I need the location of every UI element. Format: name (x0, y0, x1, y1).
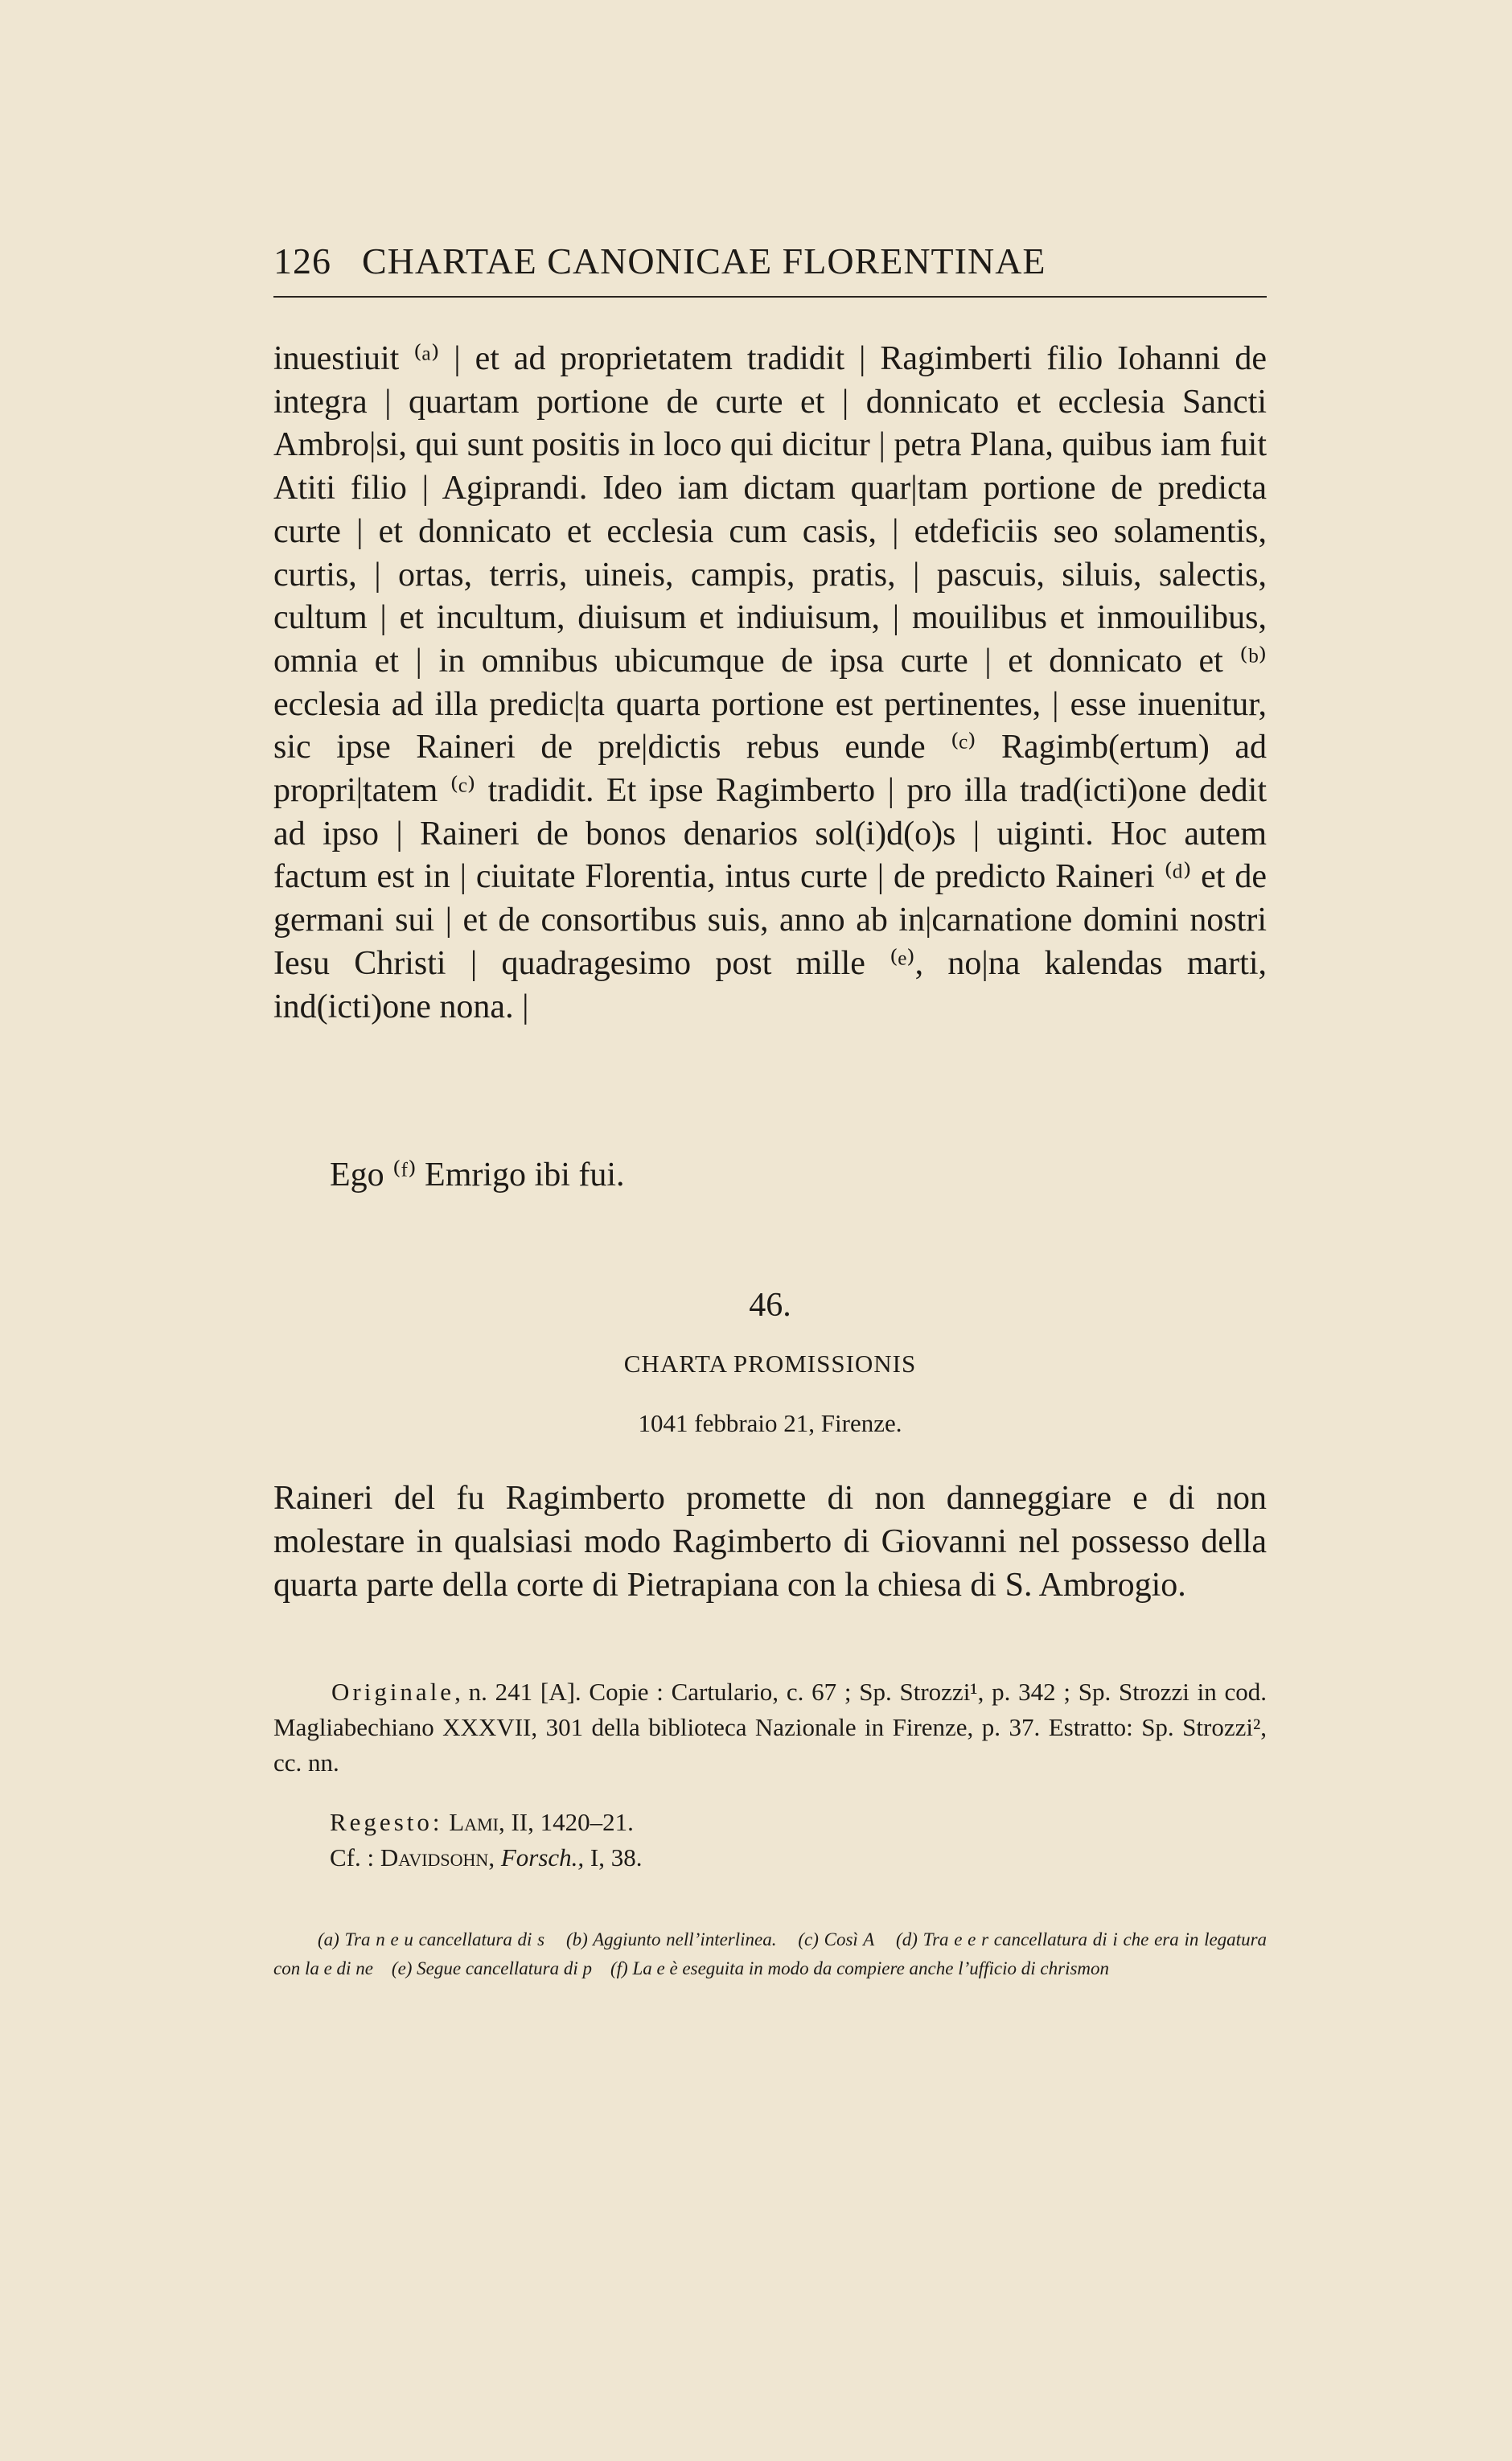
cf-ref: I, 38. (590, 1843, 643, 1871)
regesto-text: Lami, II, 1420–21. (449, 1808, 634, 1836)
footnotes (273, 1925, 1267, 1983)
sources-text: , n. 241 [A]. Copie : Cartulario, c. 67 ; Sp. Strozzi¹, p. 342 ; Sp. Strozzi in cod. Magliabechiano XXXVII, 301 della biblioteca Nazionale in Firenze, p. 37. Estratto: Sp. Strozzi², cc. nn. (273, 1678, 1267, 1777)
regesto-note (330, 1805, 1267, 1876)
running-header (273, 240, 1267, 296)
charter-text (273, 338, 1267, 1029)
footnote-c: (c) Così A (798, 1929, 875, 1949)
document-number: 46. (749, 1287, 791, 1324)
document-heading: CHARTA PROMISSIONIS (623, 1350, 917, 1378)
footnote-f: (f) La e è eseguita in modo da compiere anche l’ufficio di chrismon (610, 1958, 1110, 1978)
cf-author: Davidsohn, (380, 1843, 495, 1871)
charter-paragraph-2: Ideo iam dictam quar|tam portione de predicta curte | et donnicato et ecclesia cum casis, | etdeficiis seo solamentis, curtis, | ortas, terris, uineis, campis, pratis, | pascuis, siluis, salectis, cultum | et incultum, diuisum et indiuisum, | mouilibus et inmouilibus, omnia et | in omnibus ubicumque de ipsa curte | et donnicato et ⁽ᵇ⁾ ecclesia ad illa predic|ta quarta portione est pertinentes, | esse inuenitur, sic ipse Raineri de pre|dictis rebus eunde ⁽ᶜ⁾ Ragimb(ertum) ad propri|tatem ⁽ᶜ⁾ tradidit. Et ipse Ragimberto | pro illa trad(icti)one dedit ad ipso | Raineri de bonos denarios sol(i)d(o)s | uiginti. Hoc autem factum est in | ciuitate Florentia, intus curte | de predicto Raineri ⁽ᵈ⁾ et de germani sui | et de consortibus suis, anno ab in|carnatione domini nostri Iesu Christi | quadragesimo post mille ⁽ᵉ⁾, no|na kalendas marti, ind(icti)one nona. | (273, 470, 1268, 1025)
footnote-b: (b) Aggiunto nell’interlinea. (566, 1929, 777, 1949)
footnote-e: (e) Segue cancellatura di p (391, 1958, 592, 1978)
charter-paragraph-1: inuestiuit ⁽ᵃ⁾ | et ad proprietatem tradidit | Ragimberti filio Iohanni de integra | quartam portione de curte et | donnicato et ecclesia Sancti Ambro|si, qui sunt positis in loco qui dicitur | petra Plana, quibus iam fuit Atiti filio | Agiprandi. (273, 340, 1267, 507)
page-number: 126 (273, 240, 331, 281)
sources-note (273, 1674, 1267, 1781)
cf-title: Forsch., (500, 1843, 585, 1871)
document-date-place: 1041 febbraio 21, Firenze. (638, 1409, 902, 1437)
footnote-d: (d) Tra e e r cancellatura di i che era in legatura con la e di ne (273, 1929, 1268, 1978)
footnote-a: (a) Tra n e u cancellatura di s (318, 1929, 545, 1949)
regesto-label: Regesto: (330, 1808, 443, 1836)
document-summary: Raineri del fu Ragimberto promette di non danneggiare e di non molestare in qualsiasi modo Ragimberto di Giovanni nel possesso della quarta parte della corte di Pietrapiana con la chiesa di S. Ambrogio. (273, 1480, 1267, 1604)
signature-line: Ego ⁽ᶠ⁾ Emrigo ibi fui. (330, 1157, 625, 1194)
cf-label: Cf. : (330, 1843, 375, 1871)
header-rule (273, 296, 1267, 298)
sources-label: Originale (331, 1678, 455, 1706)
running-title: CHARTAE CANONICAE FLORENTINAE (362, 240, 1046, 281)
